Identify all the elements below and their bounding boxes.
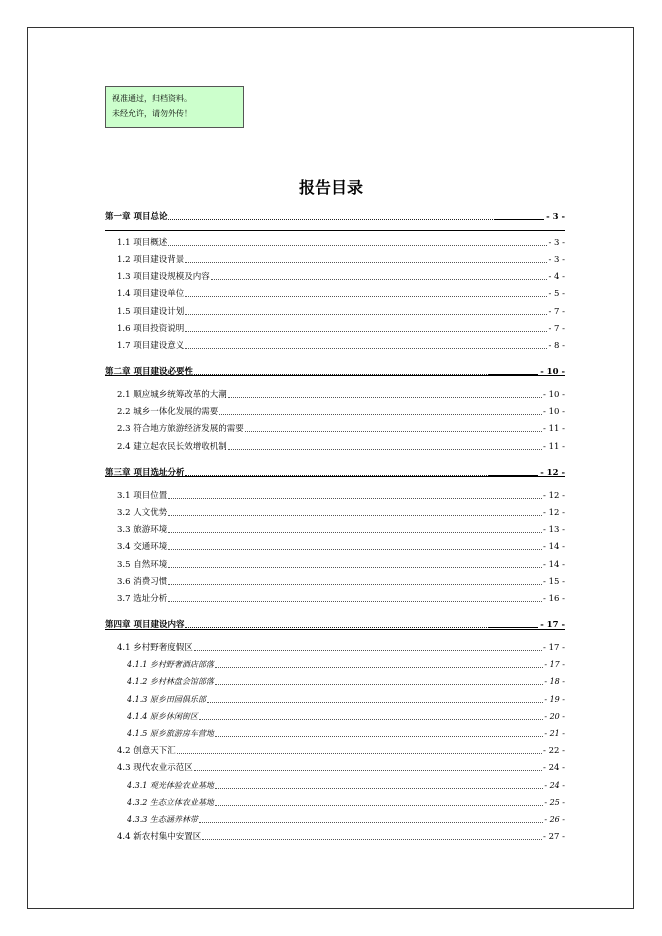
toc-entry-label: 2.4 建立起农民长效增收机制 [117,442,227,452]
toc-page-number: - 7 - [548,324,565,334]
dot-leader [168,219,493,220]
dot-leader [168,567,542,568]
toc-row[interactable] [117,539,565,553]
toc-entry-label: 4.1 乡村野奢度假区 [117,643,193,653]
toc-page-number: - 3 - [548,255,565,265]
toc-page-number: - 19 - [544,695,565,704]
dot-leader [185,262,547,263]
toc-page-number: - 20 - [544,712,565,721]
toc-entry-label: 4.2 创意天下汇 [117,746,176,756]
toc-page-number: - 10 - [543,390,565,400]
toc-entry-label: 4.1.4 原乡休闲街区 [127,712,198,721]
toc-page-number: - 7 - [548,307,565,317]
toc-entry-label: 4.3.3 生态涵养林带 [127,815,198,824]
toc-page-number: - 17 - [540,620,565,630]
toc-entry-label: 4.1.1 乡村野奢酒店部落 [127,660,214,669]
toc-entry-label: 4.1.2 乡村林盘会馆部落 [127,677,214,686]
toc-row[interactable] [117,522,565,536]
chapter-separator [105,230,565,231]
leader-line [488,475,538,476]
toc-page-number: - 22 - [543,746,565,756]
toc-entry-label: 3.5 自然环境 [117,560,168,570]
toc-chapter-row[interactable] [105,364,565,378]
toc-row[interactable] [117,304,565,318]
toc-page-number: - 17 - [544,660,565,669]
toc-entry-label: 1.5 项目建设计划 [117,307,185,317]
toc-entry-label: 1.6 项目投资说明 [117,324,185,334]
toc-subsection-row[interactable] [127,709,565,723]
dot-leader [168,601,542,602]
toc-row[interactable] [117,591,565,605]
toc-row[interactable] [117,387,565,401]
dot-leader [199,719,543,720]
notice-line-1: 视准通过，归档资料。 [112,94,192,103]
toc-entry-label: 1.4 项目建设单位 [117,289,185,299]
toc-entry-label: 4.3.2 生态立体农业基地 [127,798,214,807]
toc-chapter-row[interactable] [105,617,565,631]
dot-leader [199,822,543,823]
toc-page-number: - 24 - [543,763,565,773]
toc-entry-label: 3.7 选址分析 [117,594,168,604]
toc-page-number: - 3 - [548,238,565,248]
toc-entry-label: 第三章 项目选址分析 [105,468,185,478]
dot-leader [185,331,547,332]
toc-page-number: - 16 - [543,594,565,604]
toc-page-number: - 11 - [543,442,565,452]
toc-row[interactable] [117,640,565,654]
toc-entry-label: 第二章 项目建设必要性 [105,367,193,377]
dot-leader [228,449,542,450]
toc-page-number: - 12 - [540,468,565,478]
toc-page-number: - 13 - [543,525,565,535]
toc-entry-label: 3.1 项目位置 [117,491,168,501]
toc-row[interactable] [117,829,565,843]
leader-line [488,374,538,375]
toc-entry-label: 3.3 旅游环境 [117,525,168,535]
toc-row[interactable] [117,574,565,588]
dot-leader [215,736,543,737]
toc-row[interactable] [117,338,565,352]
toc-page-number: - 14 - [543,542,565,552]
toc-row[interactable] [117,421,565,435]
toc-subsection-row[interactable] [127,812,565,826]
toc-entry-label: 1.7 项目建设意义 [117,341,185,351]
toc-entry-label: 2.2 城乡一体化发展的需要 [117,407,219,417]
dot-leader [168,245,547,246]
toc-entry-label: 3.2 人文优势 [117,508,168,518]
dot-leader [168,498,542,499]
toc-page-number: - 18 - [544,677,565,686]
toc-subsection-row[interactable] [127,795,565,809]
dot-leader [194,770,542,771]
dot-leader [215,667,543,668]
dot-leader [245,431,542,432]
dot-leader [207,702,543,703]
toc-row[interactable] [117,252,565,266]
toc-entry-label: 3.4 交通环境 [117,542,168,552]
toc-subsection-row[interactable] [127,692,565,706]
toc-entry-label: 第一章 项目总论 [105,212,168,222]
toc-page-number: - 27 - [543,832,565,842]
dot-leader [215,684,543,685]
toc-entry-label: 4.1.3 原乡田园俱乐部 [127,695,206,704]
dot-leader [168,549,542,550]
toc-entry-label: 2.3 符合地方旅游经济发展的需要 [117,424,244,434]
toc-page-number: - 12 - [543,491,565,501]
leader-line [494,219,544,220]
toc-row[interactable] [117,439,565,453]
toc-row[interactable] [117,269,565,283]
toc-entry-label: 4.1.5 原乡旅游房车营地 [127,729,214,738]
dot-leader [185,314,547,315]
toc-row[interactable] [117,235,565,249]
dot-leader [185,627,487,628]
toc-entry-label: 2.1 顺应城乡统筹改革的大潮 [117,390,227,400]
toc-page-number: - 25 - [544,798,565,807]
toc-row[interactable] [117,404,565,418]
dot-leader [202,839,542,840]
dot-leader [211,279,548,280]
toc-entry-label: 4.4 新农村集中安置区 [117,832,202,842]
toc-page-number: - 10 - [543,407,565,417]
toc-page-number: - 8 - [548,341,565,351]
dot-leader [194,374,487,375]
toc-entry-label: 4.3.1 观光体验农业基地 [127,781,214,790]
toc-page-number: - 12 - [543,508,565,518]
toc-subsection-row[interactable] [127,657,565,671]
toc-page-number: - 10 - [540,367,565,377]
toc-page-number: - 21 - [544,729,565,738]
dot-leader [215,788,543,789]
toc-page-number: - 4 - [548,272,565,282]
toc-entry-label: 4.3 现代农业示范区 [117,763,193,773]
toc-page-number: - 24 - [544,781,565,790]
toc-subsection-row[interactable] [127,778,565,792]
dot-leader [185,475,487,476]
dot-leader [219,414,542,415]
toc-row[interactable] [117,488,565,502]
toc-row[interactable] [117,743,565,757]
toc-entry-label: 3.6 消费习惯 [117,577,168,587]
dot-leader [185,348,547,349]
toc-subsection-row[interactable] [127,726,565,740]
toc-page-number: - 26 - [544,815,565,824]
leader-line [488,627,538,628]
toc-row[interactable] [117,321,565,335]
toc-entry-label: 1.1 项目概述 [117,238,168,248]
toc-entry-label: 1.2 项目建设背景 [117,255,185,265]
toc-page-number: - 11 - [543,424,565,434]
toc-row[interactable] [117,286,565,300]
toc-entry-label: 第四章 项目建设内容 [105,620,185,630]
toc-row[interactable] [117,557,565,571]
notice-line-2: 未经允许，请勿外传！ [112,109,192,118]
dot-leader [168,584,542,585]
dot-leader [194,650,542,651]
dot-leader [168,532,542,533]
toc-page-number: - 3 - [546,212,565,222]
dot-leader [215,805,543,806]
dot-leader [177,753,542,754]
toc-page-number: - 15 - [543,577,565,587]
toc-page-number: - 14 - [543,560,565,570]
toc-page-number: - 17 - [543,643,565,653]
dot-leader [228,397,542,398]
toc-entry-label: 1.3 项目建设规模及内容 [117,272,210,282]
report-title: 报告目录 [298,178,363,197]
confidential-notice [105,86,244,128]
toc-page-number: - 5 - [548,289,565,299]
dot-leader [168,515,542,516]
toc-subsection-row[interactable] [127,674,565,688]
dot-leader [185,296,547,297]
toc-chapter-row[interactable] [105,209,565,223]
toc-row[interactable] [117,760,565,774]
toc-row[interactable] [117,505,565,519]
toc-chapter-row[interactable] [105,465,565,479]
